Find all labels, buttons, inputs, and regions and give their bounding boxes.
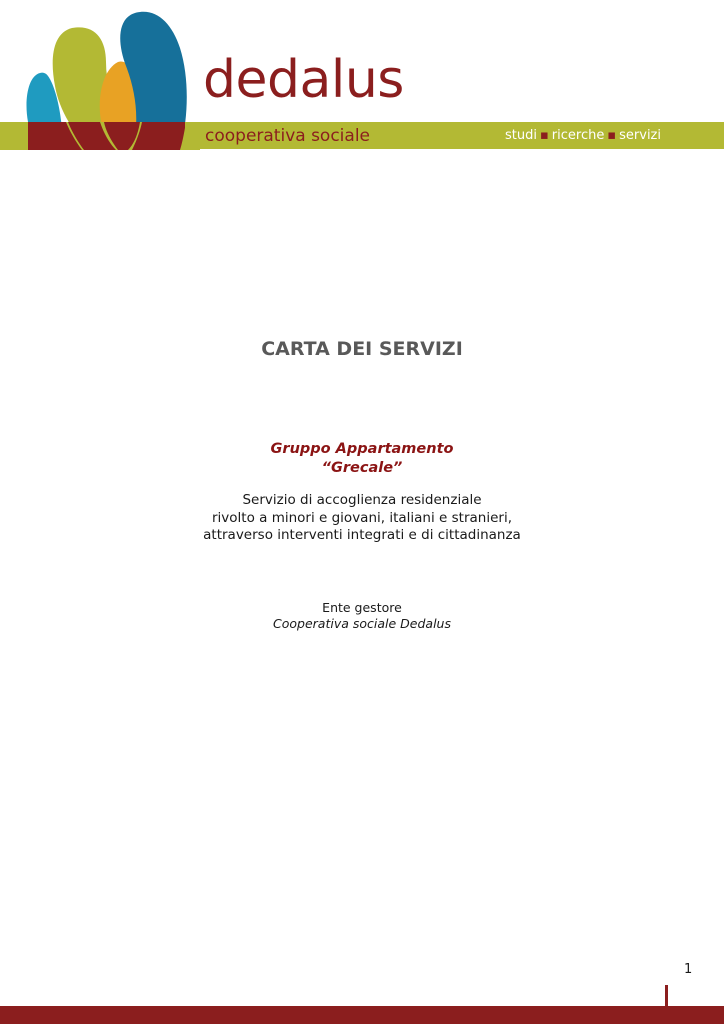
group-line-1: Gruppo Appartamento	[270, 441, 454, 457]
document-title: CARTA DEI SERVIZI	[261, 338, 463, 360]
description-line: Servizio di accoglienza residenziale	[242, 492, 482, 508]
ente-label: Ente gestore	[322, 600, 402, 615]
page-number: 1	[684, 962, 693, 977]
brand-name: dedalus	[203, 50, 404, 110]
tag-studi: studi	[504, 128, 537, 143]
ente-name: Cooperativa sociale Dedalus	[273, 616, 451, 631]
bullet-icon: ▪	[539, 128, 549, 143]
dedalus-logo-icon	[0, 0, 200, 152]
service-description	[0, 492, 724, 545]
tag-servizi: servizi	[619, 128, 661, 143]
description-line: rivolto a minori e giovani, italiani e stranieri,	[212, 509, 512, 526]
footer-bar	[0, 1006, 724, 1024]
description-line: attraverso interventi integrati e di cittadinanza	[203, 527, 521, 543]
group-line-2: “Grecale”	[321, 460, 403, 476]
footer-tick	[665, 985, 668, 1007]
page-header	[0, 0, 724, 160]
managing-entity	[0, 600, 724, 632]
tag-ricerche: ricerche	[551, 128, 605, 143]
brand-subtitle: cooperativa sociale	[205, 126, 371, 146]
header-band	[185, 122, 724, 149]
bullet-icon: ▪	[607, 128, 617, 143]
brand-tagline	[505, 127, 661, 145]
group-name	[0, 440, 724, 478]
